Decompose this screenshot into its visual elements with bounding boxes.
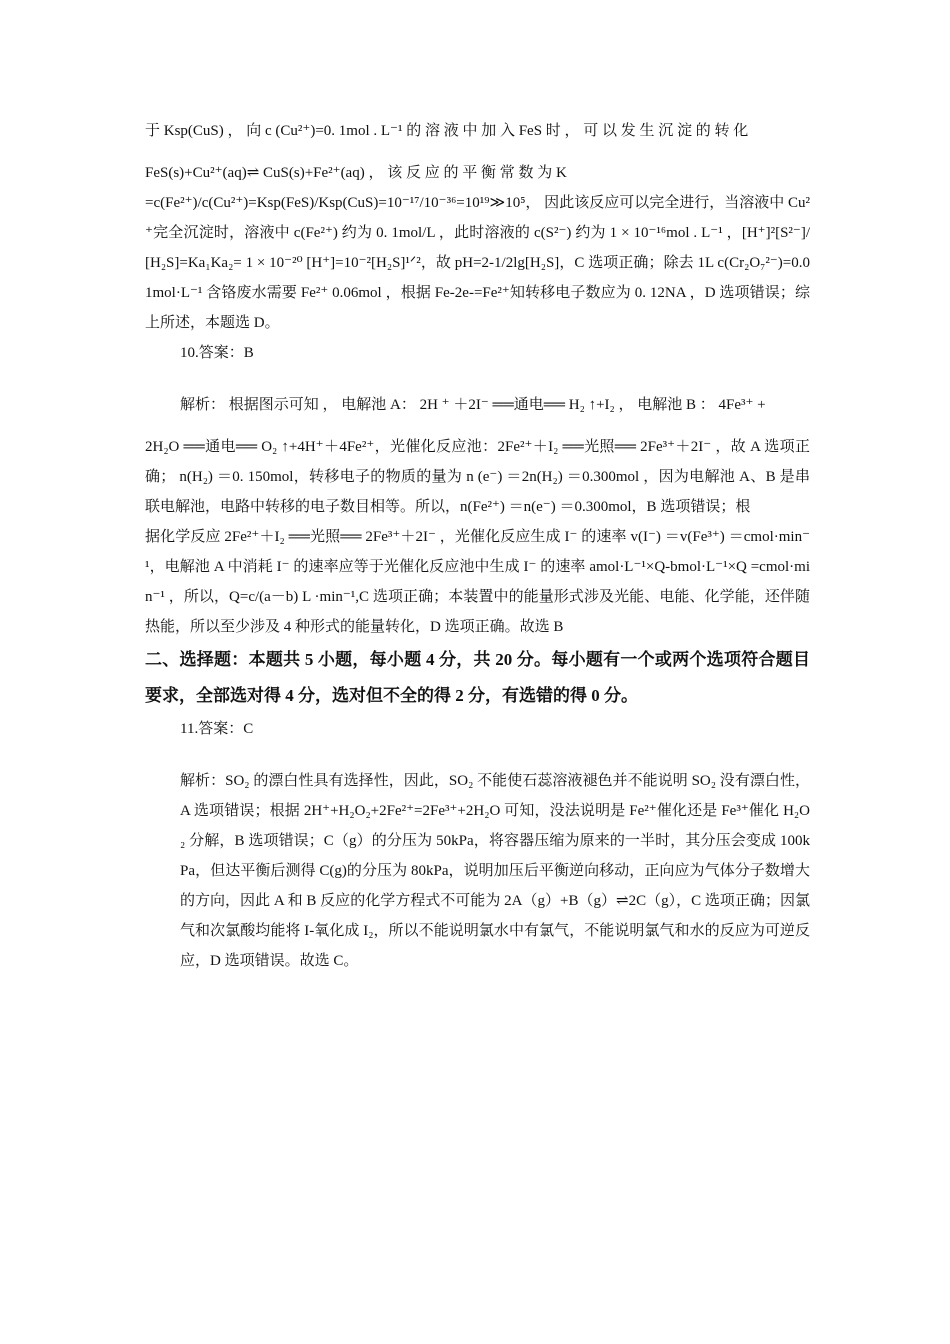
q11-answer: 11.答案：C	[180, 721, 254, 737]
q9-explanation-part2: =c(Fe²⁺)/c(Cu²⁺)=Ksp(FeS)/Ksp(CuS)=10⁻¹⁷/10⁻³⁶=10¹⁹≫10⁵， 因此该反应可以完全进行，当溶液中 Cu²⁺完全沉淀时，溶液中 c(Fe²⁺) 约为 0. 1mol/L ，此时溶液的 c(S²⁻) 约为 1 × 10⁻¹⁶mol . L⁻¹ ，[H⁺]²[S²⁻]/[H₂S]=Ka₁Ka₂= 1 × 10⁻²⁰ [H⁺]=10⁻²[H₂S]¹ᐟ²，故 pH=2-1/2lg[H₂S]，C 选项正确；除去 1L c(Cr₂O₇²⁻)=0.01mol·L⁻¹ 含铬废水需要 Fe²⁺ 0.06mol ，根据 Fe-2e-=Fe²⁺知转移电子数应为 0. 12NA ，D 选项错误；综上所述，本题选 D。	[145, 195, 810, 331]
q10-explanation-part2: 2H₂O ══通电══ O₂ ↑+4H⁺＋4Fe²⁺，光催化反应池：2Fe²⁺＋I₂ ══光照══ 2Fe³⁺＋2I⁻ ，故 A 选项正确； n(H₂) ＝0. 150mol，转移电子的物质的量为 n (e⁻) ＝2n(H₂) ＝0.300mol ，因为电解池 A、B 是串联电解池，电路中转移的电子数目相等。所以，n(Fe²⁺) ＝n(e⁻) ＝0.300mol，B 选项错误；根	[145, 439, 810, 515]
section-heading: 二、选择题：本题共 5 小题，每小题 4 分，共 20 分。每小题有一个或两个选项符合题目要求，全部选对得 4 分，选对但不全的得 2 分，有选错的得 0 分。	[145, 650, 810, 705]
page-content	[145, 116, 810, 976]
q10-answer: 10.答案：B	[180, 345, 254, 361]
q9-equilibrium-equation: FeS(s)+Cu²⁺(aq)⇌ CuS(s)+Fe²⁺(aq) ， 该 反 应 的 平 衡 常 数 为 K	[145, 165, 567, 181]
q9-explanation-part1: 于 Ksp(CuS) ， 向 c (Cu²⁺)=0. 1mol . L⁻¹ 的 溶 液 中 加 入 FeS 时 ， 可 以 发 生 沉 淀 的 转 化	[145, 123, 749, 139]
q11-explanation: 解析：SO₂ 的漂白性具有选择性，因此，SO₂ 不能使石蕊溶液褪色并不能说明 SO₂ 没有漂白性，A 选项错误；根据 2H⁺+H₂O₂+2Fe²⁺=2Fe³⁺+2H₂O 可知，没法说明是 Fe²⁺催化还是 Fe³⁺催化 H₂O₂ 分解，B 选项错误；C（g）的分压为 50kPa，将容器压缩为原来的一半时，其分压会变成 100kPa，但达平衡后测得 C(g)的分压为 80kPa，说明加压后平衡逆向移动，正向应为气体分子数增大的方向，因此 A 和 B 反应的化学方程式不可能为 2A（g）+B（g）⇌2C（g），C 选项正确；因氯气和次氯酸均能将 I-氧化成 I₂，所以不能说明氯水中有氯气，不能说明氯气和水的反应为可逆反应，D 选项错误。故选 C。	[180, 773, 810, 969]
q10-explanation-part3: 据化学反应 2Fe²⁺＋I₂ ══光照══ 2Fe³⁺＋2I⁻ ，光催化反应生成 I⁻ 的速率 v(I⁻) ＝v(Fe³⁺) ＝cmol·min⁻¹，电解池 A 中消耗 I⁻ 的速率应等于光催化反应池中生成 I⁻ 的速率 amol·L⁻¹×Q-bmol·L⁻¹×Q =cmol·min⁻¹ ，所以，Q=c/(a－b) L ·min⁻¹,C 选项正确；本装置中的能量形式涉及光能、电能、化学能，还伴随热能，所以至少涉及 4 种形式的能量转化，D 选项正确。故选 B	[145, 529, 810, 635]
q10-explanation-part1: 解析： 根据图示可知 ， 电解池 A： 2H ⁺ ＋2I⁻ ══通电══ H₂ ↑+I₂ ， 电解池 B ： 4Fe³⁺ +	[180, 397, 766, 413]
